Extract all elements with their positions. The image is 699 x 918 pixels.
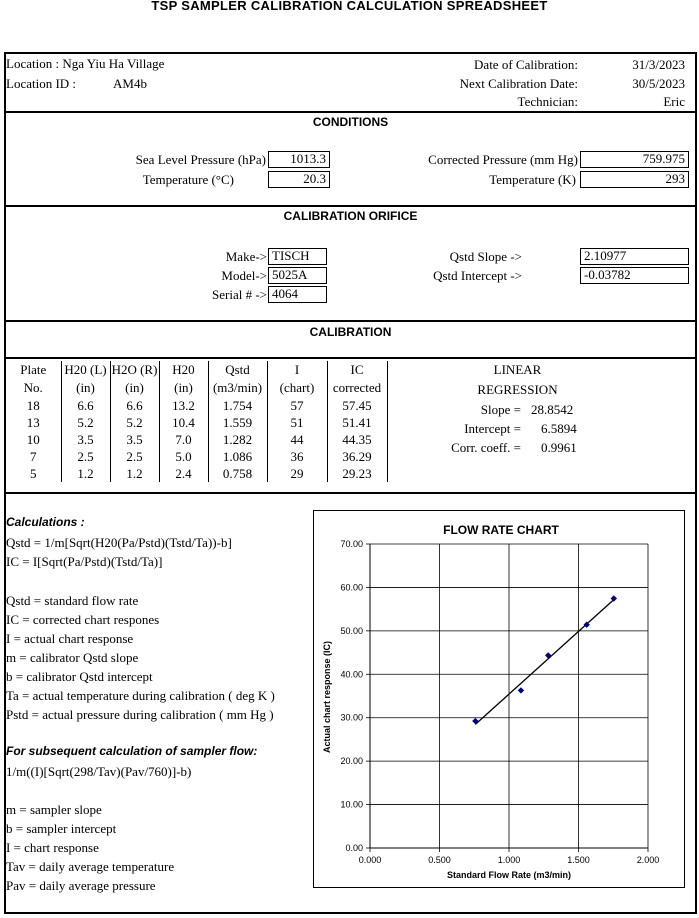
- chart-y-tick-label: 60.00: [340, 582, 363, 593]
- calibration-table: [6, 361, 388, 482]
- table-cell: 6.6: [61, 397, 110, 414]
- definition-line: I = actual chart response: [6, 631, 134, 646]
- frame-right: [695, 52, 697, 914]
- col-header: I: [267, 361, 327, 379]
- col-header: (chart): [267, 379, 327, 397]
- table-row: [6, 431, 387, 448]
- corr-coeff-label: Corr. coeff. =: [451, 440, 521, 455]
- slope-label: Slope =: [480, 402, 521, 417]
- table-cell: 1.282: [208, 431, 267, 448]
- definition-line: Pstd = actual pressure during calibration ( mm Hg ): [6, 707, 274, 722]
- next-date-value: 30/5/2023: [632, 76, 685, 91]
- table-cell: 2.4: [159, 465, 208, 482]
- serial-label: Serial # ->: [212, 287, 267, 302]
- make-value[interactable]: TISCH: [268, 248, 327, 265]
- orifice-title: CALIBRATION ORIFICE: [283, 209, 418, 223]
- table-cell: 5: [6, 465, 61, 482]
- table-row: [6, 465, 387, 482]
- frame-bottom: [4, 912, 697, 914]
- definition-line: b = calibrator Qstd intercept: [6, 669, 153, 684]
- definition-line: b = sampler intercept: [6, 821, 117, 836]
- definition-line: m = sampler slope: [6, 802, 102, 817]
- col-header: H20 (L): [61, 361, 110, 379]
- table-cell: 1.2: [110, 465, 159, 482]
- col-header: Qstd: [208, 361, 267, 379]
- divider-calibration: [4, 320, 697, 322]
- table-header-row-1: [6, 361, 387, 379]
- chart-y-tick-label: 50.00: [340, 625, 363, 636]
- regression-title-1: LINEAR: [493, 362, 542, 377]
- model-label: Model->: [221, 268, 267, 283]
- table-cell: 1.086: [208, 448, 267, 465]
- conditions-title: CONDITIONS: [312, 115, 389, 129]
- chart-y-axis-label: Actual chart response (IC): [322, 640, 332, 754]
- table-cell: 13: [6, 414, 61, 431]
- table-cell: 1.754: [208, 397, 267, 414]
- temperature-k-label: Temperature (K): [489, 172, 576, 187]
- calibration-title: CALIBRATION: [309, 325, 392, 339]
- sea-level-pressure-label: Sea Level Pressure (hPa): [135, 152, 266, 167]
- frame-left: [4, 52, 6, 914]
- table-cell: 1.559: [208, 414, 267, 431]
- technician-label: Technician:: [517, 94, 578, 109]
- chart-y-tick-label: 20.00: [340, 756, 363, 767]
- definition-line: Tav = daily average temperature: [6, 859, 175, 874]
- location-id-label: Location ID :: [6, 76, 77, 91]
- col-header: H2O (R): [111, 362, 158, 377]
- next-date-label: Next Calibration Date:: [459, 76, 578, 91]
- table-cell: 29.23: [327, 465, 387, 482]
- divider-table-bottom: [4, 492, 697, 494]
- intercept-label: Intercept =: [464, 421, 521, 436]
- temperature-c-value[interactable]: 20.3: [268, 171, 330, 188]
- chart-x-tick-label: 2.000: [636, 855, 660, 865]
- table-cell: 57: [267, 397, 327, 414]
- qstd-slope-label: Qstd Slope ->: [449, 249, 522, 264]
- table-cell: 10.4: [159, 414, 208, 431]
- table-cell: 5.2: [110, 414, 159, 431]
- table-cell: 6.6: [110, 397, 159, 414]
- divider-orifice: [4, 205, 697, 207]
- make-label: Make->: [225, 249, 267, 264]
- formula-sampler-flow: 1/m((I)[Sqrt(298/Tav)(Pav/760)]-b): [6, 764, 192, 779]
- divider-table-top: [4, 357, 697, 359]
- col-header: Plate: [6, 361, 61, 379]
- regression-title-2: REGRESSION: [477, 382, 558, 397]
- table-cell: 2.5: [110, 448, 159, 465]
- table-cell: 36.29: [327, 448, 387, 465]
- table-cell: 1.2: [61, 465, 110, 482]
- table-cell: 13.2: [159, 397, 208, 414]
- table-cell: 2.5: [61, 448, 110, 465]
- flow-rate-chart: [313, 510, 685, 888]
- table-cell: 57.45: [327, 397, 387, 414]
- temperature-k-value[interactable]: 293: [580, 171, 689, 188]
- col-header: (in): [159, 379, 208, 397]
- calculations-title: Calculations :: [6, 515, 85, 529]
- table-cell: 44.35: [327, 431, 387, 448]
- corr-coeff-value: 0.9961: [541, 440, 577, 455]
- table-cell: 5.2: [61, 414, 110, 431]
- table-cell: 3.5: [110, 431, 159, 448]
- chart-border: [314, 511, 685, 888]
- serial-value[interactable]: 4064: [268, 286, 327, 303]
- page-title: TSP SAMPLER CALIBRATION CALCULATION SPREADSHEET: [151, 0, 548, 13]
- location-value: Nga Yiu Ha Village: [62, 56, 165, 71]
- col-header: H20: [159, 361, 208, 379]
- definition-line: Qstd = standard flow rate: [6, 593, 139, 608]
- table-cell: 51.41: [327, 414, 387, 431]
- chart-y-tick-label: 30.00: [340, 712, 363, 723]
- intercept-value: 6.5894: [541, 421, 577, 436]
- date-label: Date of Calibration:: [474, 57, 578, 72]
- table-cell: 18: [6, 397, 61, 414]
- corrected-pressure-label: Corrected Pressure (mm Hg): [428, 152, 578, 167]
- col-header: IC: [327, 361, 387, 379]
- col-header: (in): [110, 379, 159, 397]
- table-cell: 7: [6, 448, 61, 465]
- col-header: No.: [6, 379, 61, 397]
- table-cell: 0.758: [208, 465, 267, 482]
- location-id-value: AM4b: [113, 76, 147, 91]
- temperature-c-label: Temperature (°C): [142, 172, 234, 187]
- definition-line: Ta = actual temperature during calibration ( deg K ): [6, 688, 275, 703]
- definition-line: I = chart response: [6, 840, 99, 855]
- col-header: (in): [61, 379, 110, 397]
- location-label: Location : Nga Yiu Ha Village: [6, 56, 165, 71]
- definition-line: Pav = daily average pressure: [6, 878, 156, 893]
- qstd-slope-value[interactable]: 2.10977: [580, 248, 689, 265]
- table-row: [6, 414, 387, 431]
- table-header-row-2: [6, 379, 387, 397]
- chart-x-axis-label: Standard Flow Rate (m3/min): [446, 870, 572, 880]
- table-cell: 10: [6, 431, 61, 448]
- chart-y-tick-label: 0.00: [345, 843, 363, 853]
- technician-value: Eric: [663, 94, 685, 109]
- chart-y-tick-label: 70.00: [340, 539, 363, 549]
- table-row: [6, 397, 387, 414]
- chart-y-tick-label: 10.00: [340, 799, 363, 810]
- qstd-intercept-value[interactable]: -0.03782: [580, 267, 689, 284]
- table-cell: 3.5: [61, 431, 110, 448]
- frame-top: [4, 52, 697, 54]
- chart-title: FLOW RATE CHART: [443, 523, 559, 537]
- qstd-intercept-label: Qstd Intercept ->: [433, 268, 522, 283]
- table-row: [6, 448, 387, 465]
- model-value[interactable]: 5025A: [268, 267, 327, 284]
- date-value: 31/3/2023: [632, 57, 685, 72]
- table-cell: 51: [267, 414, 327, 431]
- chart-x-tick-label: 0.000: [358, 855, 382, 865]
- chart-x-tick-label: 1.000: [497, 855, 521, 865]
- subsequent-title: For subsequent calculation of sampler flow:: [6, 744, 258, 758]
- table-cell: 44: [267, 431, 327, 448]
- divider-conditions: [4, 111, 697, 113]
- table-cell: 29: [267, 465, 327, 482]
- table-cell: 7.0: [159, 431, 208, 448]
- col-header: (m3/min): [208, 379, 267, 397]
- sea-level-pressure-value[interactable]: 1013.3: [268, 151, 330, 168]
- definition-line: IC = corrected chart respones: [6, 612, 160, 627]
- chart-x-tick-label: 1.500: [567, 855, 590, 865]
- definition-line: m = calibrator Qstd slope: [6, 650, 139, 665]
- formula-ic: IC = I[Sqrt(Pa/Pstd)(Tstd/Ta)]: [6, 554, 163, 569]
- table-cell: 36: [267, 448, 327, 465]
- corrected-pressure-value[interactable]: 759.975: [580, 151, 689, 168]
- slope-value: 28.8542: [531, 402, 574, 417]
- chart-y-tick-label: 40.00: [340, 669, 363, 680]
- table-cell: 5.0: [159, 448, 208, 465]
- col-header: corrected: [327, 379, 387, 397]
- chart-x-tick-label: 0.500: [428, 855, 451, 865]
- formula-qstd: Qstd = 1/m[Sqrt(H20(Pa/Pstd)(Tstd/Ta))-b]: [6, 535, 232, 550]
